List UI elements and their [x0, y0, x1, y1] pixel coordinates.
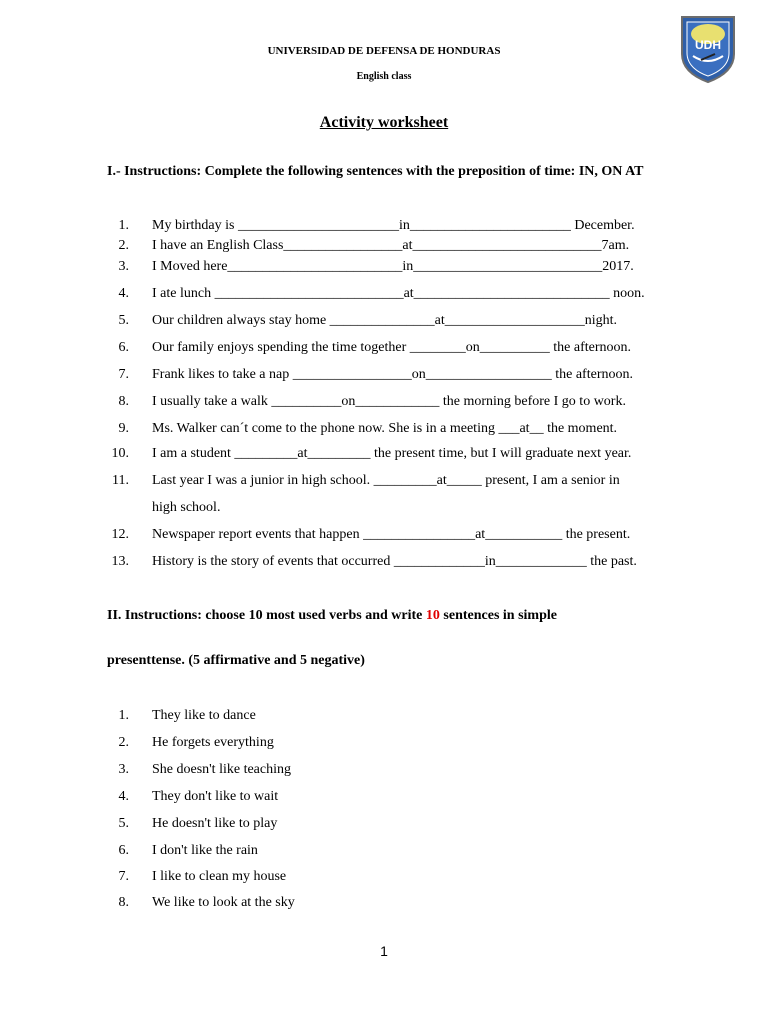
item-text: My birthday is _______________________in_______________________ December. — [152, 218, 635, 233]
item-text: We like to look at the sky — [152, 895, 295, 910]
item-number: 3. — [118, 762, 129, 777]
university-name: UNIVERSIDAD DE DEFENSA DE HONDURAS — [267, 45, 501, 57]
item-text: They don't like to wait — [152, 789, 279, 804]
item-text: I usually take a walk __________on____________ the morning before I go to work. — [152, 394, 626, 409]
section-2-instructions-line-2: presenttense. (5 affirmative and 5 negative) — [107, 653, 365, 668]
item-text: I Moved here_________________________in___________________________2017. — [152, 259, 634, 274]
item-number: 10. — [111, 446, 129, 461]
item-text: She doesn't like teaching — [152, 762, 291, 777]
svg-text:UDH: UDH — [695, 38, 721, 52]
item-text: Our children always stay home _______________at____________________night. — [152, 313, 618, 328]
section-2-instructions-end: sentences in simple — [439, 608, 557, 623]
item-number: 1. — [118, 708, 129, 723]
item-text: I like to clean my house — [152, 869, 287, 884]
item-text: Our family enjoys spending the time together ________on__________ the afternoon. — [152, 340, 632, 355]
course-name: English class — [356, 71, 412, 82]
section-2-instructions-start: II. Instructions: choose 10 most used verbs and write — [107, 608, 426, 623]
item-text: I am a student _________at_________ the present time, but I will graduate next year. — [152, 446, 632, 461]
university-seal-logo — [679, 14, 737, 84]
item-number: 4. — [118, 789, 129, 804]
item-number: 8. — [118, 394, 129, 409]
item-text: I ate lunch ___________________________at____________________________ noon. — [152, 286, 645, 301]
item-text: Last year I was a junior in high school. _________at_____ present, I am a senior in — [152, 473, 620, 488]
item-text: History is the story of events that occurred _____________in_____________ the past. — [152, 554, 637, 569]
item-text: high school. — [152, 500, 221, 515]
item-number: 6. — [118, 843, 129, 858]
item-number: 2. — [118, 238, 129, 253]
item-number: 8. — [118, 895, 129, 910]
item-number: 13. — [111, 554, 129, 569]
item-text: Newspaper report events that happen ________________at___________ the present. — [152, 527, 631, 542]
item-number: 2. — [118, 735, 129, 750]
section-1-instructions: I.- Instructions: Complete the following sentences with the preposition of time: IN, ON AT — [107, 164, 644, 179]
item-text: They like to dance — [152, 708, 256, 723]
item-number: 5. — [118, 313, 129, 328]
section-2-highlight-number: 10 — [425, 608, 440, 623]
item-number: 11. — [112, 473, 129, 488]
item-text: I don't like the rain — [152, 843, 258, 858]
worksheet-title: Activity worksheet — [319, 114, 449, 131]
item-text: Frank likes to take a nap _________________on__________________ the afternoon. — [152, 367, 633, 382]
item-number: 7. — [118, 367, 129, 382]
item-text: Ms. Walker can´t come to the phone now. She is in a meeting ___at__ the moment. — [152, 421, 618, 436]
item-text: I have an English Class_________________at___________________________7am. — [152, 238, 630, 253]
item-number: 5. — [118, 816, 129, 831]
item-number: 9. — [118, 421, 129, 436]
section-2-instructions — [107, 608, 557, 624]
item-number: 6. — [118, 340, 129, 355]
item-number: 7. — [118, 869, 129, 884]
item-number: 12. — [111, 527, 129, 542]
item-number: 3. — [118, 259, 129, 274]
item-number: 4. — [118, 286, 129, 301]
item-number: 1. — [118, 218, 129, 233]
item-text: He forgets everything — [152, 735, 274, 750]
page-number: 1 — [380, 943, 388, 959]
item-text: He doesn't like to play — [152, 816, 278, 831]
